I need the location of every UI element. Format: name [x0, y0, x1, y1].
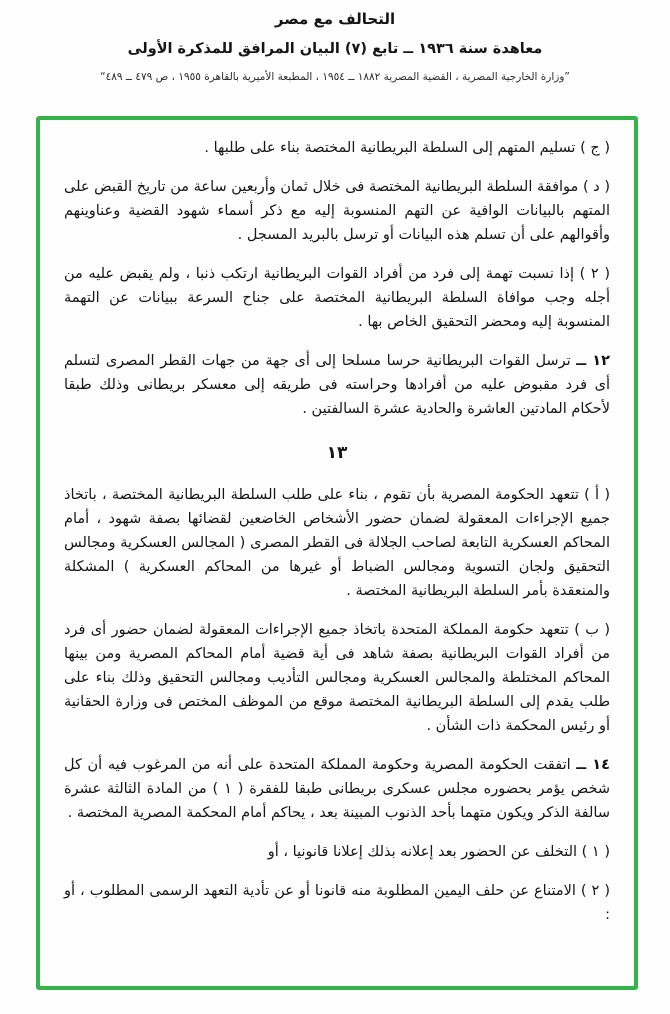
clause-marker: ( ٢ ) [580, 883, 610, 899]
clause-text: تتعهد الحكومة المصرية بأن تقوم ، بناء على طلب السلطة البريطانية المختصة ، باتخاذ جميع الإجراءات المعقولة لضمان حضور الأشخاص الخاضعين لقضائها بصفة شهود ، أمام المحاكم العسكرية التابعة لصاحب الجلالة فى القطر المصرى ( المجالس العسكرية ومجالس التحقيق ولجان التسوية ومجالس الضباط أو غيرها من المحاكم العسكرية ) المشكلة والمنعقدة بأمر السلطة البريطانية المختصة . [64, 487, 610, 599]
clause-marker: ( ١ ) [581, 844, 610, 860]
source-citation: ”وزارة الخارجية المصرية ، القضية المصرية ١٨٨٢ ــ ١٩٥٤ ، المطبعة الأميرية بالقاهرة ١٩٥٥ ، ص ٤٧٩ ــ ٤٨٩“ [100, 71, 570, 83]
clause-paragraph [64, 618, 610, 738]
clause-text: تسليم المتهم إلى السلطة البريطانية المختصة بناء على طلبها . [204, 140, 576, 156]
article-text: ترسل القوات البريطانية حرسا مسلحا إلى أى جهة من جهات القطر المصرى لتسلم أى فرد مقبوض عليه من أفرادها وحراسته فى طريقه إلى معسكر بريطانى وذلك طبقا لأحكام المادتين العاشرة والحادية عشرة السالفتين . [64, 353, 610, 417]
page-title: التحالف مع مصر [274, 10, 396, 28]
highlight-box [36, 116, 638, 990]
article-number-marker: ١٢ ــ [576, 353, 610, 369]
clause-marker: ( ج ) [580, 140, 610, 156]
clause-paragraph [64, 136, 610, 160]
article-number-marker: ١٤ ــ [576, 757, 610, 773]
clause-text: تتعهد حكومة المملكة المتحدة باتخاذ جميع الإجراءات المعقولة لضمان حضور أى فرد من أفراد القوات البريطانية بصفة شاهد فى أية قضية أمام المحاكم المصرية ومن بينها المحاكم المختلطة والمجالس العسكرية ومجالس التأديب ومجالس التحقيق وذلك بناء على طلب يقدم إلى السلطة البريطانية المختصة موقع من الموظف المختص فى وزارة الحقانية أو رئيس المحكمة ذات الشأن . [64, 622, 610, 734]
article-paragraph [64, 349, 610, 421]
clause-paragraph [64, 879, 610, 927]
document-subtitle: معاهدة سنة ١٩٣٦ ــ تابع (٧) البيان المرافق للمذكرة الأولى [127, 41, 543, 57]
section-number: ١٣ [326, 443, 348, 463]
clause-marker: ( أ ) [584, 487, 610, 503]
clause-marker: ( ٢ ) [579, 266, 610, 282]
document-header [0, 0, 670, 83]
clause-text: التخلف عن الحضور بعد إعلانه بذلك إعلانا قانونيا ، أو [267, 844, 578, 860]
clause-paragraph [64, 175, 610, 247]
clause-paragraph [64, 483, 610, 603]
clause-text: الامتناع عن حلف اليمين المطلوبة منه قانونا أو عن تأدية التعهد الرسمى المطلوب ، أو : [64, 883, 610, 923]
clause-marker: ( د ) [582, 179, 610, 195]
clause-paragraph [64, 262, 610, 334]
article-paragraph [64, 753, 610, 825]
clause-marker: ( ب ) [574, 622, 610, 638]
clause-paragraph [64, 840, 610, 864]
article-text: اتفقت الحكومة المصرية وحكومة المملكة المتحدة على أنه من المرغوب فيه أن كل شخص يؤمر بحضوره مجلس عسكرى بريطانى طبقا للفقرة ( ١ ) من المادة الثالثة عشرة سالفة الذكر ويكون متهما بأحد الذنوب المبينة بعد ، يحاكم أمام المحكمة المصرية المختصة . [64, 757, 610, 821]
clause-text: موافقة السلطة البريطانية المختصة فى خلال ثمان وأربعين ساعة من تاريخ القبض على المتهم بالبيانات الوافية عن التهم المنسوبة إليه مع ذكر أسماء شهود القضية وعناوينهم وأقوالهم على أن تسلم هذه البيانات أو ترسل بالبريد المسجل . [64, 179, 610, 243]
clause-text: إذا نسبت تهمة إلى فرد من أفراد القوات البريطانية ارتكب ذنبا ، ولم يقبض عليه من أجله وجب موافاة السلطة البريطانية المختصة على جناح السرعة ببيانات عن التهمة المنسوبة إليه ومحضر التحقيق الخاص بها . [64, 266, 610, 330]
